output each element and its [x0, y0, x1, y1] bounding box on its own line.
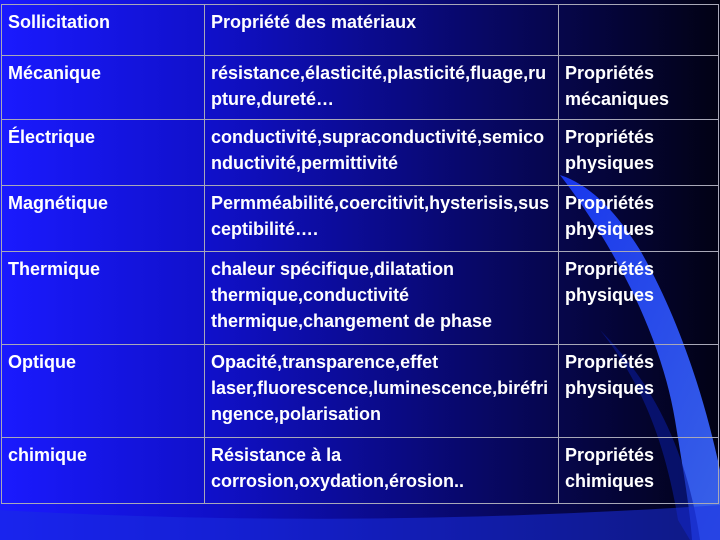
cell-categorie: Propriétés mécaniques — [559, 56, 719, 120]
cell-sollicitation: chimique — [2, 438, 205, 504]
table-row — [2, 186, 719, 252]
cell-sollicitation: Mécanique — [2, 56, 205, 120]
cell-sollicitation: Magnétique — [2, 186, 205, 252]
cell-proprietes: Permméabilité,coercitivit,hysterisis,susceptibilité…. — [205, 186, 559, 252]
cell-sollicitation: Optique — [2, 345, 205, 438]
table-row — [2, 120, 719, 186]
swoosh-lower — [0, 505, 720, 540]
properties-table — [1, 4, 719, 504]
table-row — [2, 345, 719, 438]
cell-proprietes: chaleur spécifique,dilatation thermique,conductivité thermique,changement de phase — [205, 252, 559, 345]
table-row — [2, 56, 719, 120]
header-proprietes: Propriété des matériaux — [205, 5, 559, 56]
table-row — [2, 252, 719, 345]
cell-sollicitation: Thermique — [2, 252, 205, 345]
cell-proprietes: conductivité,supraconductivité,semiconductivité,permittivité — [205, 120, 559, 186]
table-row — [2, 438, 719, 504]
cell-proprietes: Opacité,transparence,effet laser,fluorescence,luminescence,biréfringence,polarisation — [205, 345, 559, 438]
cell-categorie: Propriétés physiques — [559, 345, 719, 438]
cell-proprietes: résistance,élasticité,plasticité,fluage,rupture,dureté… — [205, 56, 559, 120]
header-sollicitation: Sollicitation — [2, 5, 205, 56]
table-header-row — [2, 5, 719, 56]
cell-categorie: Propriétés physiques — [559, 252, 719, 345]
cell-proprietes: Résistance à la corrosion,oxydation,érosion.. — [205, 438, 559, 504]
cell-categorie: Propriétés physiques — [559, 120, 719, 186]
cell-categorie: Propriétés physiques — [559, 186, 719, 252]
cell-categorie: Propriétés chimiques — [559, 438, 719, 504]
cell-sollicitation: Électrique — [2, 120, 205, 186]
header-categorie — [559, 5, 719, 56]
